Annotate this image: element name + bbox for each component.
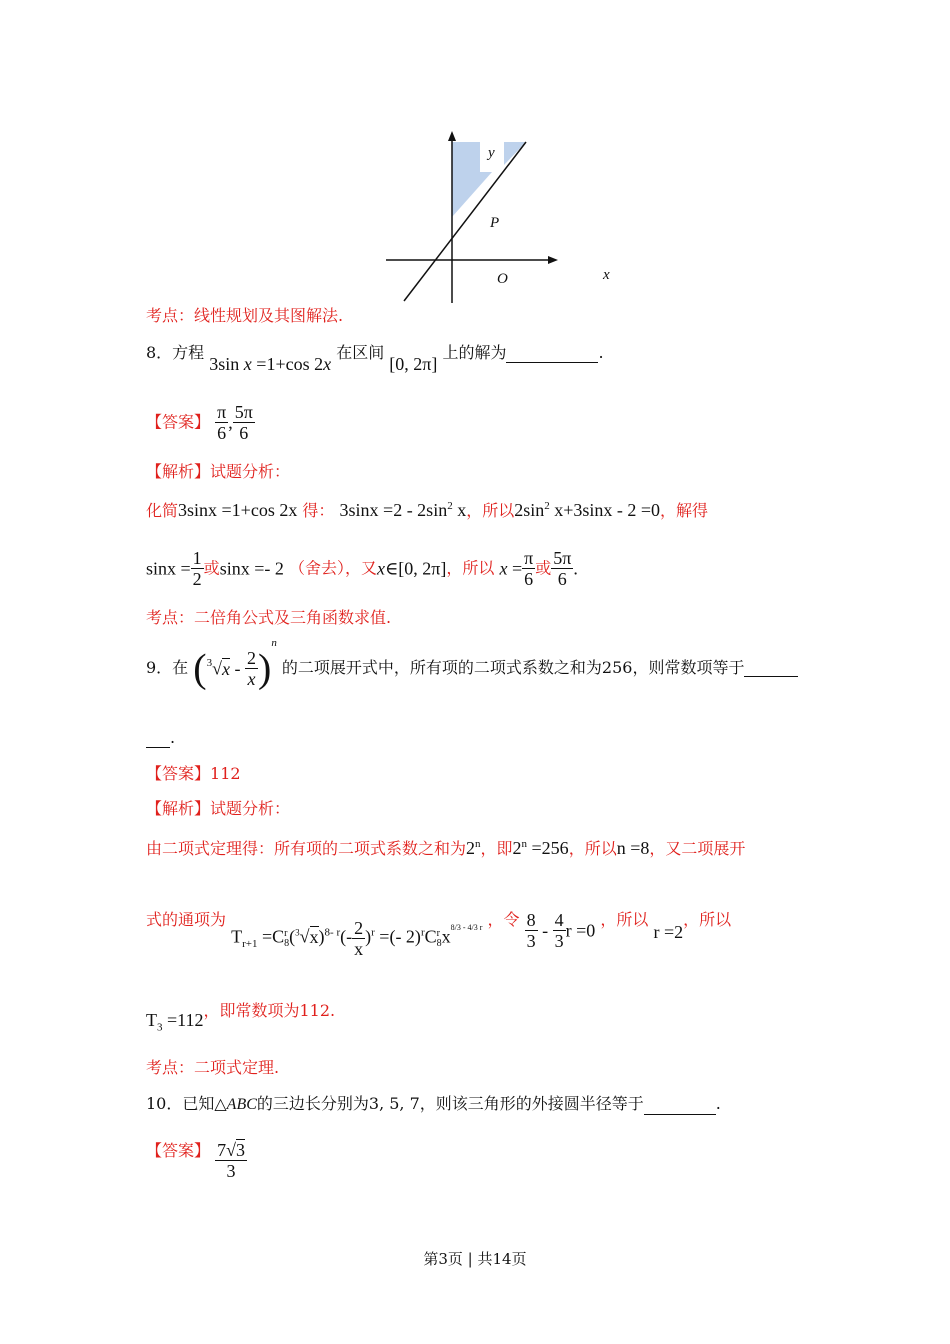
q9-stem xyxy=(146,636,798,691)
q8-blank[interactable] xyxy=(506,346,598,363)
q7-kaodian: 考点：线性规划及其图解法. xyxy=(146,306,344,325)
linear-programming-graph xyxy=(380,125,640,310)
q10-blank[interactable] xyxy=(644,1098,716,1115)
q8-step1-eq1: 3sinx =1+cos 2x xyxy=(178,500,298,520)
graph-label-o: O xyxy=(497,271,508,287)
graph-label-x: x xyxy=(603,267,610,283)
page-footer: 第3页 | 共14页 xyxy=(423,1250,527,1268)
q8-kaodian: 考点：二倍角公式及三角函数求值. xyxy=(146,608,392,627)
q8-number: 8．方程 xyxy=(146,343,205,362)
q9-blank-cont-line[interactable] xyxy=(146,731,170,748)
q8-step1-eq3: $2\sin^2$ x+3sinx - 2 =0 xyxy=(514,500,661,520)
q9-kaodian: 考点：二项式定理. xyxy=(146,1058,280,1077)
q8-step2: sinx = $\frac{1}{2}$ 或sinx =- 2 （舍去），又x∈[0, 2π]，所以 x = $\frac{\pi}{6}$ 或 $\frac{5\pi}{6}$ . xyxy=(146,548,578,589)
q8-jiexi-tag: 【解析】试题分析： xyxy=(146,462,291,481)
q9-number: 9．在 xyxy=(146,658,189,677)
q9-expression: ($^3$√x - $\frac{2}{x}$ )$^n$ xyxy=(193,636,277,691)
q8-answer-tag: 【答案】 xyxy=(146,412,211,432)
q9-step1: 由二项式定理得：所有项的二项式系数之和为2$^n$，即$2^n =256$，所以n =8，又二项展开 xyxy=(146,838,746,858)
feasible-region xyxy=(452,142,492,217)
q8-answer-frac2: $\frac{5\pi}{6}$ xyxy=(234,402,253,443)
y-axis-arrow xyxy=(448,131,456,141)
q9-answer-value: 112 xyxy=(210,764,241,783)
q9-blank-cont: . xyxy=(146,728,175,748)
q8-interval: [0, 2π] xyxy=(389,354,438,374)
x-axis-arrow xyxy=(548,256,558,264)
q8-in-interval: 在区间 xyxy=(336,343,385,362)
q9-step3: $T_3 =112$，即常数项为112. xyxy=(146,1001,336,1034)
q8-stem: 8．方程 3sin x =1+cos 2x 在区间 [0, 2π] 上的解为 . xyxy=(146,343,604,374)
graph-label-y: y xyxy=(488,145,495,161)
q8-tail: 上的解为 xyxy=(442,343,507,362)
q8-equation: 3sin x =1+cos 2x xyxy=(209,354,332,374)
q10-answer: 【答案】 $\frac{7√3}{3}$ xyxy=(146,1140,245,1181)
q9-step2: 式的通项为 $T_{r+1} =C$ r 8 $(^3√x)^{8- r}(-$ $\frac{2}{x}$ )$^r$ =(- 2)$^r$C r 8 $x^{8/3 - 4/3 r}$ ，令 $\frac{8}{3}$ - $\frac{4}{3}$ r =0 ，所以 r =2，所以 xyxy=(146,910,732,959)
q10-answer-frac: $\frac{7√3}{3}$ xyxy=(217,1140,245,1181)
q8-answer-frac1: $\frac{\pi}{6}$ xyxy=(217,402,227,443)
q10-stem: 10．已知△ABC的三边长分别为3, 5, 7，则该三角形的外接圆半径等于 . xyxy=(146,1094,721,1113)
q9-exponent-equation: $\frac{8}{3}$ - $\frac{4}{3}$ r =0 xyxy=(526,910,596,951)
q8-step1: 化简3sinx =1+cos 2x 得： $3\sin x =2 - 2\sin^2$ x，所以$2\sin^2$ x+3sinx - 2 =0，解得 xyxy=(146,500,709,520)
q9-jiexi-tag: 【解析】试题分析： xyxy=(146,799,291,818)
graph-label-p: P xyxy=(490,215,500,231)
q9-blank[interactable] xyxy=(744,660,798,677)
q8-step1-eq2: $3\sin x =2 - 2\sin^2$ x xyxy=(339,500,467,520)
q9-general-term: $T_{r+1} =C$ r 8 $(^3√x)^{8- r}(-$ $\frac{2}{x}$ )$^r$ =(- 2)$^r$C r 8 $x^{8/3 - 4/3 r}$ xyxy=(231,918,483,959)
q9-answer: 【答案】112 xyxy=(146,764,241,783)
q8-answer: 【答案】 $\frac{\pi}{6}$ , $\frac{5\pi}{6}$ xyxy=(146,402,253,443)
q9-tail: 的二项展开式中，所有项的二项式系数之和为256，则常数项等于 xyxy=(281,658,745,677)
